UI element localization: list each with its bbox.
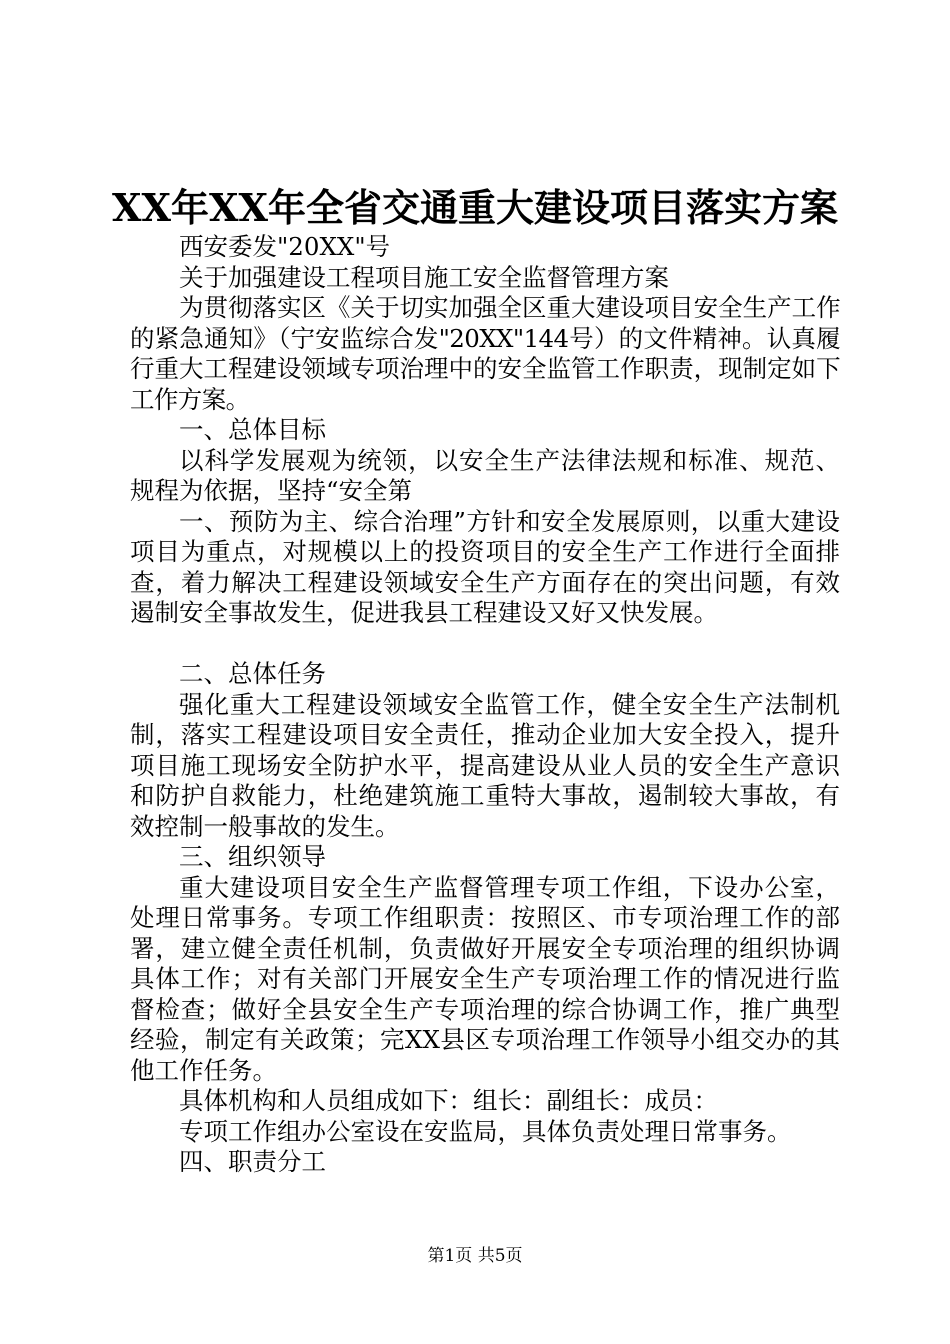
office-paragraph: 专项工作组办公室设在安监局，具体负责处理日常事务。	[179, 1116, 792, 1146]
section-heading-3: 三、组织领导	[179, 842, 326, 871]
document-title: XX年XX年全省交通重大建设项目落实方案	[112, 185, 838, 230]
section-heading-4: 四、职责分工	[179, 1147, 326, 1176]
members-paragraph: 具体机构和人员组成如下：组长：副组长：成员：	[179, 1086, 718, 1115]
goal-paragraph-1: 以科学发展观为统领，以安全生产法律法规和标准、规范、规程为依据，坚持“安全第	[130, 445, 840, 505]
goal-paragraph-2: 一、预防为主、综合治理”方针和安全发展原则，以重大建设项目为重点，对规模以上的投资项目的安全生产工作进行全面排查，着力解决工程建设领域安全生产方面存在的突出问题，有效遏制安全事故发生，促进我县工程建设又好又快发展。	[130, 506, 840, 627]
section-heading-1: 一、总体目标	[179, 415, 326, 444]
blank-line	[130, 629, 840, 660]
page-footer: 第1页 共5页	[427, 1246, 523, 1266]
leadership-paragraph: 重大建设项目安全生产监督管理专项工作组，下设办公室，处理日常事务。专项工作组职责：按照区、市专项治理工作的部署，建立健全责任机制，负责做好开展安全专项治理的组织协调具体工作；对有关部门开展安全生产专项治理工作的情况进行监督检查；做好全县安全生产专项治理的综合协调工作，推广典型经验，制定有关政策；完XX县区专项治理工作领导小组交办的其他工作任务。	[130, 872, 840, 1085]
document-number: 西安委发"20XX"号	[179, 232, 391, 261]
document-body	[130, 232, 840, 1178]
section-heading-2: 二、总体任务	[179, 659, 326, 688]
task-paragraph: 强化重大工程建设领域安全监管工作，健全安全生产法制机制，落实工程建设项目安全责任，推动企业加大安全投入，提升项目施工现场安全防护水平，提高建设从业人员的安全生产意识和防护自救能力，杜绝建筑施工重特大事故，遏制较大事故，有效控制一般事故的发生。	[130, 689, 840, 841]
intro-paragraph: 为贯彻落实区《关于切实加强全区重大建设项目安全生产工作的紧急通知》（宁安监综合发"20XX"144号）的文件精神。认真履行重大工程建设领域专项治理中的安全监管工作职责，现制定如下工作方案。	[130, 293, 840, 414]
document-subtitle: 关于加强建设工程项目施工安全监督管理方案	[179, 262, 669, 292]
